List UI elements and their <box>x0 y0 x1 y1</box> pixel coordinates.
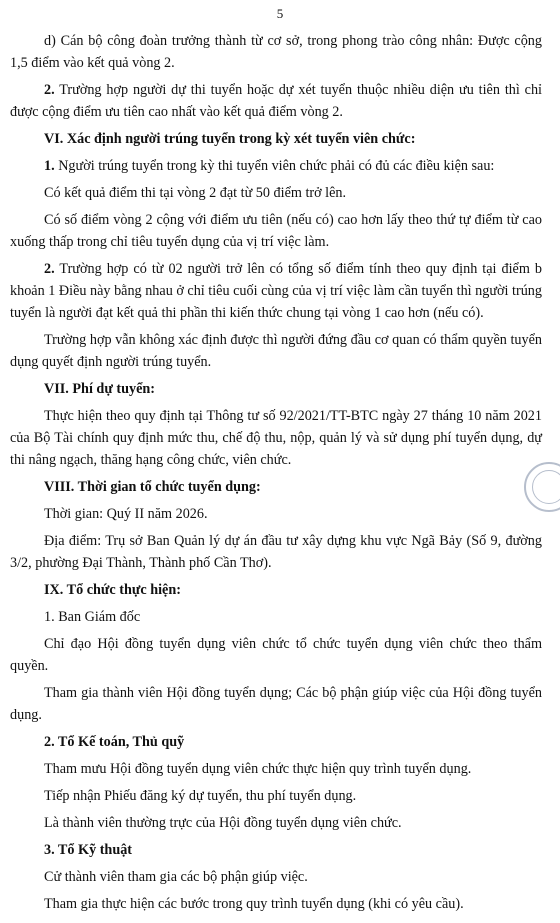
section-heading-vi: VI. Xác định người trúng tuyển trong kỳ xét tuyển viên chức: <box>44 131 416 147</box>
subheading-ban-giam-doc: 1. Ban Giám đốc <box>44 609 141 625</box>
paragraph-ix-3b: Tham gia thực hiện các bước trong quy trình tuyển dụng (khi có yêu cầu). <box>44 896 464 912</box>
paragraph-ix-2b: Tiếp nhận Phiếu đăng ký dự tuyển, thu phí tuyển dụng. <box>44 788 357 804</box>
paragraph-ix-2a: Tham mưu Hội đồng tuyển dụng viên chức thực hiện quy trình tuyển dụng. <box>44 761 472 777</box>
paragraph-vi-2 <box>10 258 542 324</box>
paragraph-ix-1a: Chỉ đạo Hội đồng tuyển dụng viên chức tổ chức tuyển dụng viên chức theo thẩm quyền. <box>10 636 542 674</box>
section-heading-vii: VII. Phí dự tuyển: <box>44 381 155 397</box>
paragraph-ix-2c: Là thành viên thường trực của Hội đồng tuyển dụng viên chức. <box>44 815 402 831</box>
paragraph-viii-time: Thời gian: Quý II năm 2026. <box>44 506 208 522</box>
section-heading-ix: IX. Tổ chức thực hiện: <box>44 582 181 598</box>
paragraph-text: Người trúng tuyển trong kỳ thi tuyển viên chức phải có đủ các điều kiện sau: <box>54 158 495 174</box>
item-number: 2. <box>44 82 55 98</box>
paragraph-ix-1b: Tham gia thành viên Hội đồng tuyển dụng; Các bộ phận giúp việc của Hội đồng tuyển dụng. <box>10 685 542 723</box>
paragraph-vi-1b: Có số điểm vòng 2 cộng với điểm ưu tiên (nếu có) cao hơn lấy theo thứ tự điểm từ cao xuống thấp trong chỉ tiêu tuyển dụng của vị trí việc làm. <box>10 212 542 250</box>
paragraph-text: Trường hợp người dự thi tuyển hoặc dự xét tuyển thuộc nhiều diện ưu tiên thì chỉ được cộng điểm ưu tiên cao nhất vào kết quả điểm vòng 2. <box>10 82 542 120</box>
paragraph-1: d) Cán bộ công đoàn trưởng thành từ cơ sở, trong phong trào công nhân: Được cộng 1,5 điểm vào kết quả vòng 2. <box>10 33 542 71</box>
paragraph-vi-3: Trường hợp vẫn không xác định được thì người đứng đầu cơ quan có thẩm quyền tuyển dụng quyết định người trúng tuyển. <box>10 332 542 370</box>
paragraph-vi-1a: Có kết quả điểm thi tại vòng 2 đạt từ 50 điểm trở lên. <box>44 185 347 201</box>
paragraph-vi-1 <box>10 155 542 177</box>
item-number: 2. <box>44 261 55 277</box>
paragraph-viii-location: Địa điểm: Trụ sở Ban Quản lý dự án đầu tư xây dựng khu vực Ngã Bảy (Số 9, đường 3/2, phường Đại Thành, Thành phố Cần Thơ). <box>10 533 542 571</box>
subheading-to-ke-toan: 2. Tổ Kế toán, Thủ quỹ <box>44 734 185 750</box>
paragraph-vii-1: Thực hiện theo quy định tại Thông tư số 92/2021/TT-BTC ngày 27 tháng 10 năm 2021 của Bộ Tài chính quy định mức thu, chế độ thu, nộp, quản lý và sử dụng phí tuyển dụng, dự thi nâng ngạch, thăng hạng công chức, viên chức. <box>10 408 542 468</box>
document-body <box>10 30 542 920</box>
paragraph-text: Trường hợp có từ 02 người trở lên có tổng số điểm tính theo quy định tại điểm b khoản 1 Điều này bằng nhau ở chỉ tiêu cuối cùng của vị trí việc làm cần tuyển thì người trúng tuyển là người đạt kết quả thi phần thi kiến thức chung tại vòng 1 cao hơn (nếu có). <box>10 261 542 321</box>
page-number: 5 <box>276 6 284 21</box>
subheading-to-ky-thuat: 3. Tổ Kỹ thuật <box>44 842 133 858</box>
paragraph-ix-3a: Cử thành viên tham gia các bộ phận giúp việc. <box>44 869 308 885</box>
paragraph-2 <box>10 79 542 123</box>
item-number: 1. <box>44 158 55 174</box>
section-heading-viii: VIII. Thời gian tổ chức tuyển dụng: <box>44 479 261 495</box>
